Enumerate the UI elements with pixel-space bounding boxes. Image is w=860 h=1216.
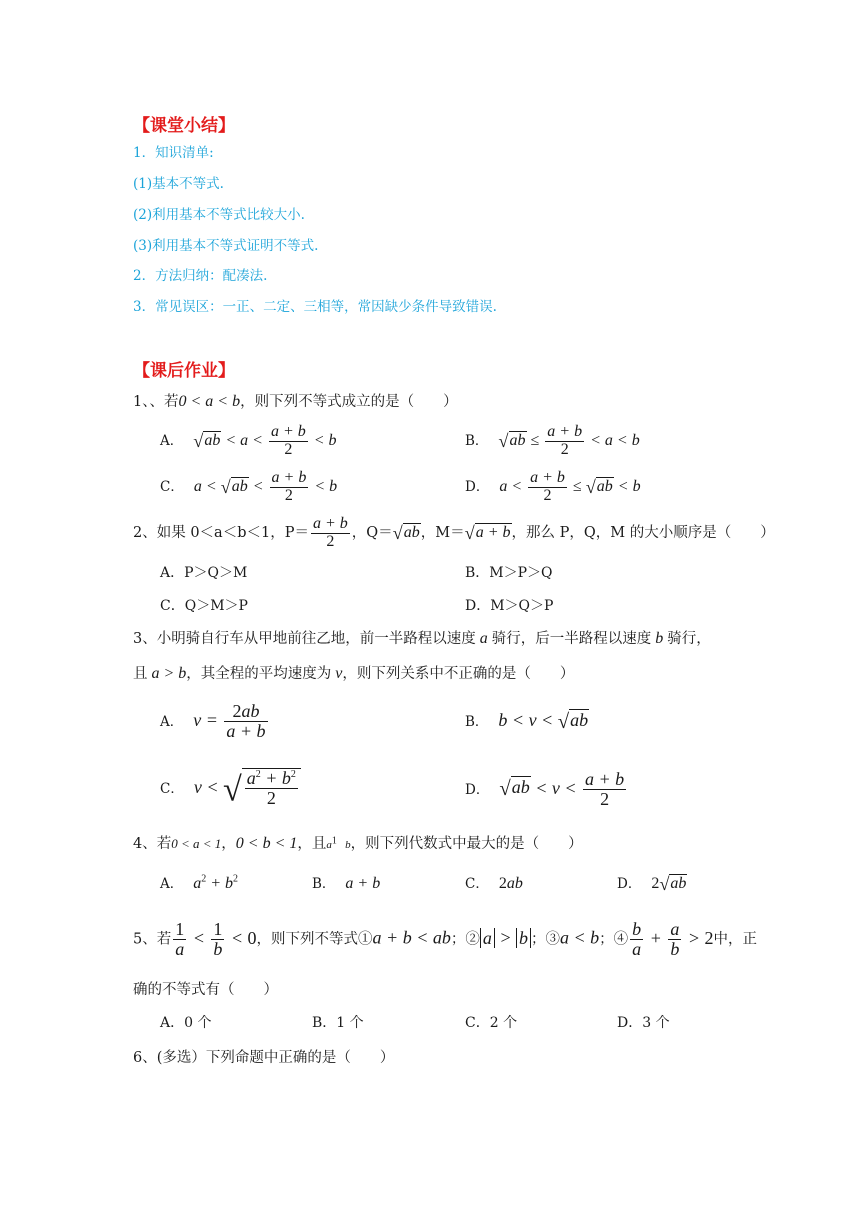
summary-item: 2．方法归纳：配凑法. (133, 268, 268, 284)
question-4: 4、若0 < a < 1，0 < b < 1，且a1 b，则下列代数式中最大的是（ ） (133, 835, 583, 852)
summary-item: 3．常见误区：一正、二定、三相等，常因缺少条件导致错误. (133, 299, 497, 315)
summary-item: (3)利用基本不等式证明不等式. (133, 238, 319, 254)
question-5-line-1: 5、若 $\frac{1}{a}$ < $\frac{1}{b}$ < 0，则下列不等式①a + b < ab；② a > b ；③a < b；④ $\frac{b}{a}$ + $\frac{a}{b}$ > 2中，正 (133, 919, 757, 959)
q5-option-d: D．3 个 (617, 1015, 670, 1031)
question-3-line-1: 3、小明骑自行车从甲地前往乙地，前一半路程以速度 a 骑行，后一半路程以速度 b 骑行， (133, 630, 711, 647)
q3-option-d: D． √ab < v < $\frac{a + b}{2}$ (465, 769, 625, 809)
question-6: 6、(多选）下列命题中正确的是（ ） (133, 1050, 395, 1066)
q2-option-a: A．P＞Q＞M (160, 565, 248, 581)
q3-option-a: A． v = $\frac{2ab}{a + b}$ (160, 701, 266, 741)
question-1: 1、、若0 < a < b，则下列不等式成立的是（ ） (133, 393, 458, 410)
q3-option-c: C． v < √ $\frac{a^2 + b^2}{2}$ (160, 768, 301, 810)
q1-option-a: A． √ab < a < $\frac{a + b}{2}$ < b (160, 423, 337, 458)
q5-option-c: C．2 个 (465, 1015, 518, 1031)
q4-option-c: C． 2ab (465, 875, 523, 892)
question-2: 2、如果 0＜a＜b＜1，P＝ $\frac{a + b}{2}$ ，Q＝√ab，M＝√a + b，那么 P，Q，M 的大小顺序是（ ） (133, 515, 775, 550)
homework-heading: 【课后作业】 (133, 361, 235, 381)
q1-option-c: C． a < √ab < $\frac{a + b}{2}$ < b (160, 469, 338, 504)
summary-item: 1．知识清单: (133, 145, 214, 161)
q1-option-b: B． √ab ≤ $\frac{a + b}{2}$ < a < b (465, 423, 640, 458)
question-3-line-2: 且 a > b，其全程的平均速度为 v，则下列关系中不正确的是（ ） (133, 665, 575, 682)
q4-option-b: B． a + b (312, 875, 381, 892)
q3-option-b: B． b < v < √ab (465, 710, 589, 733)
summary-heading: 【课堂小结】 (133, 116, 235, 136)
q5-option-a: A．0 个 (160, 1015, 212, 1031)
q1-condition: 0 < a < b (178, 393, 241, 410)
q5-option-b: B．1 个 (312, 1015, 364, 1031)
q2-option-b: B．M＞P＞Q (465, 565, 553, 581)
q1-option-d: D． a < $\frac{a + b}{2}$ ≤ √ab < b (465, 469, 641, 504)
summary-item: (2)利用基本不等式比较大小. (133, 207, 305, 223)
q2-option-c: C．Q＞M＞P (160, 598, 248, 614)
q4-option-a: A． $a^2 + b^2$ (160, 873, 239, 892)
question-5-line-2: 确的不等式有（ ） (133, 982, 278, 998)
q4-option-d: D． 2√ab (617, 873, 687, 894)
q2-option-d: D．M＞Q＞P (465, 598, 554, 614)
summary-item: (1)基本不等式. (133, 176, 224, 192)
